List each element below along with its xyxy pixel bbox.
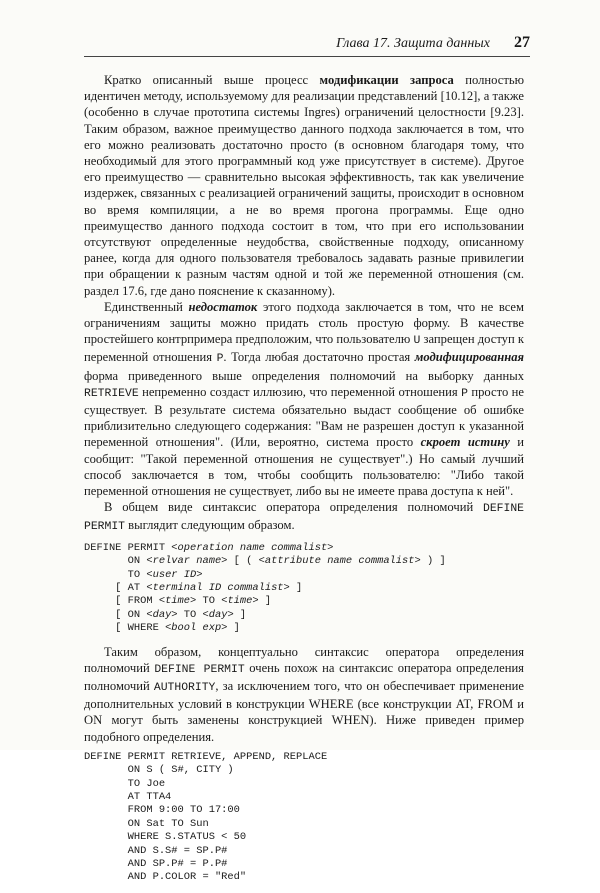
paragraph-syntax-intro: В общем виде синтаксис оператора определения полномочий DEFINE PERMIT выглядит следующим образом. xyxy=(84,500,524,534)
page-body xyxy=(84,72,524,893)
paragraph-drawback: Единственный недостаток этого подхода заключается в том, что не всем ограничениям защиты можно придать столь простую форму. В качестве простейшего контрпримера предположим, что пользователю U запрещен доступ к переменной отношения P. Тогда любая достаточно простая модифицированная форма приведенного выше определения полномочий на выборку данных RETRIEVE непременно создаст иллюзию, что переменной отношения P просто не существует. В результате система обязательно выдаст сообщение об ошибке приблизительно следующего содержания: "Вам не разрешен доступ к указанной переменной отношения". (Или, вероятно, система просто скроет истину и сообщит: "Такой переменной отношения не существует".) Но самый лучший способ заключается в том, чтобы сообщить пользователю: "Либо такой переменной отношения не существует, либо вы не имеете права доступа к ней". xyxy=(84,299,524,499)
page-number: 27 xyxy=(514,34,530,51)
paragraph-query-modification: Кратко описанный выше процесс модификации запроса полностью идентичен методу, используемому для реализации представлений [10.12], а также (особенно в случае прототипа системы Ingres) ограничений целостности [9.23]. Таким образом, важное преимущество данного подхода заключается в том, что его можно реализовать достаточно просто (в основном благодаря тому, что необходимый для этого программный код уже присутствует в системе). Другое его преимущество — сравнительно высокая эффективность, так как увеличение издержек, связанных с реализацией ограничений защиты, происходит в основном во время компиляции, а не во время прогона программы. Еще одно преимущество данного подхода состоит в том, что при его использовании отсутствуют определенные неудобства, свойственные подходу, описанному ранее, когда для одного пользователя требовалось задавать разные привилегии при обращении к разным частям одной и той же переменной отношения (см. раздел 17.6, где дано пояснение к сказанному). xyxy=(84,73,524,298)
paragraph-syntax-comparison: Таким образом, концептуально синтаксис оператора определения полномочий DEFINE PERMIT очень похож на синтаксис оператора определения полномочий AUTHORITY, за исключением того, что он обеспечивает применение дополнительных условий в конструкции WHERE (все конструкции AT, FROM и ON могут быть заменены конструкцией WHEN). Ниже приведен пример подобного определения. xyxy=(84,644,524,744)
running-header xyxy=(84,36,530,57)
chapter-title: Глава 17. Защита данных xyxy=(336,36,490,51)
syntax-block: DEFINE PERMIT <operation name commalist> ON <relvar name> [ ( <attribute name commalist> ) ] TO <user ID> [ AT <terminal ID commalist> ] [ FROM <time> TO <time> ] [ ON <day> TO <day> ] [ WHERE <bool exp> ] xyxy=(84,541,446,635)
example-code-block: DEFINE PERMIT RETRIEVE, APPEND, REPLACE ON S ( S#, CITY ) TO Joe AT TTA4 FROM 9:00 TO 17:00 ON Sat TO Sun WHERE S.STATUS < 50 AND S.S# = SP.P# AND SP.P# = P.P# AND P.COLOR = "Red" xyxy=(84,750,328,884)
